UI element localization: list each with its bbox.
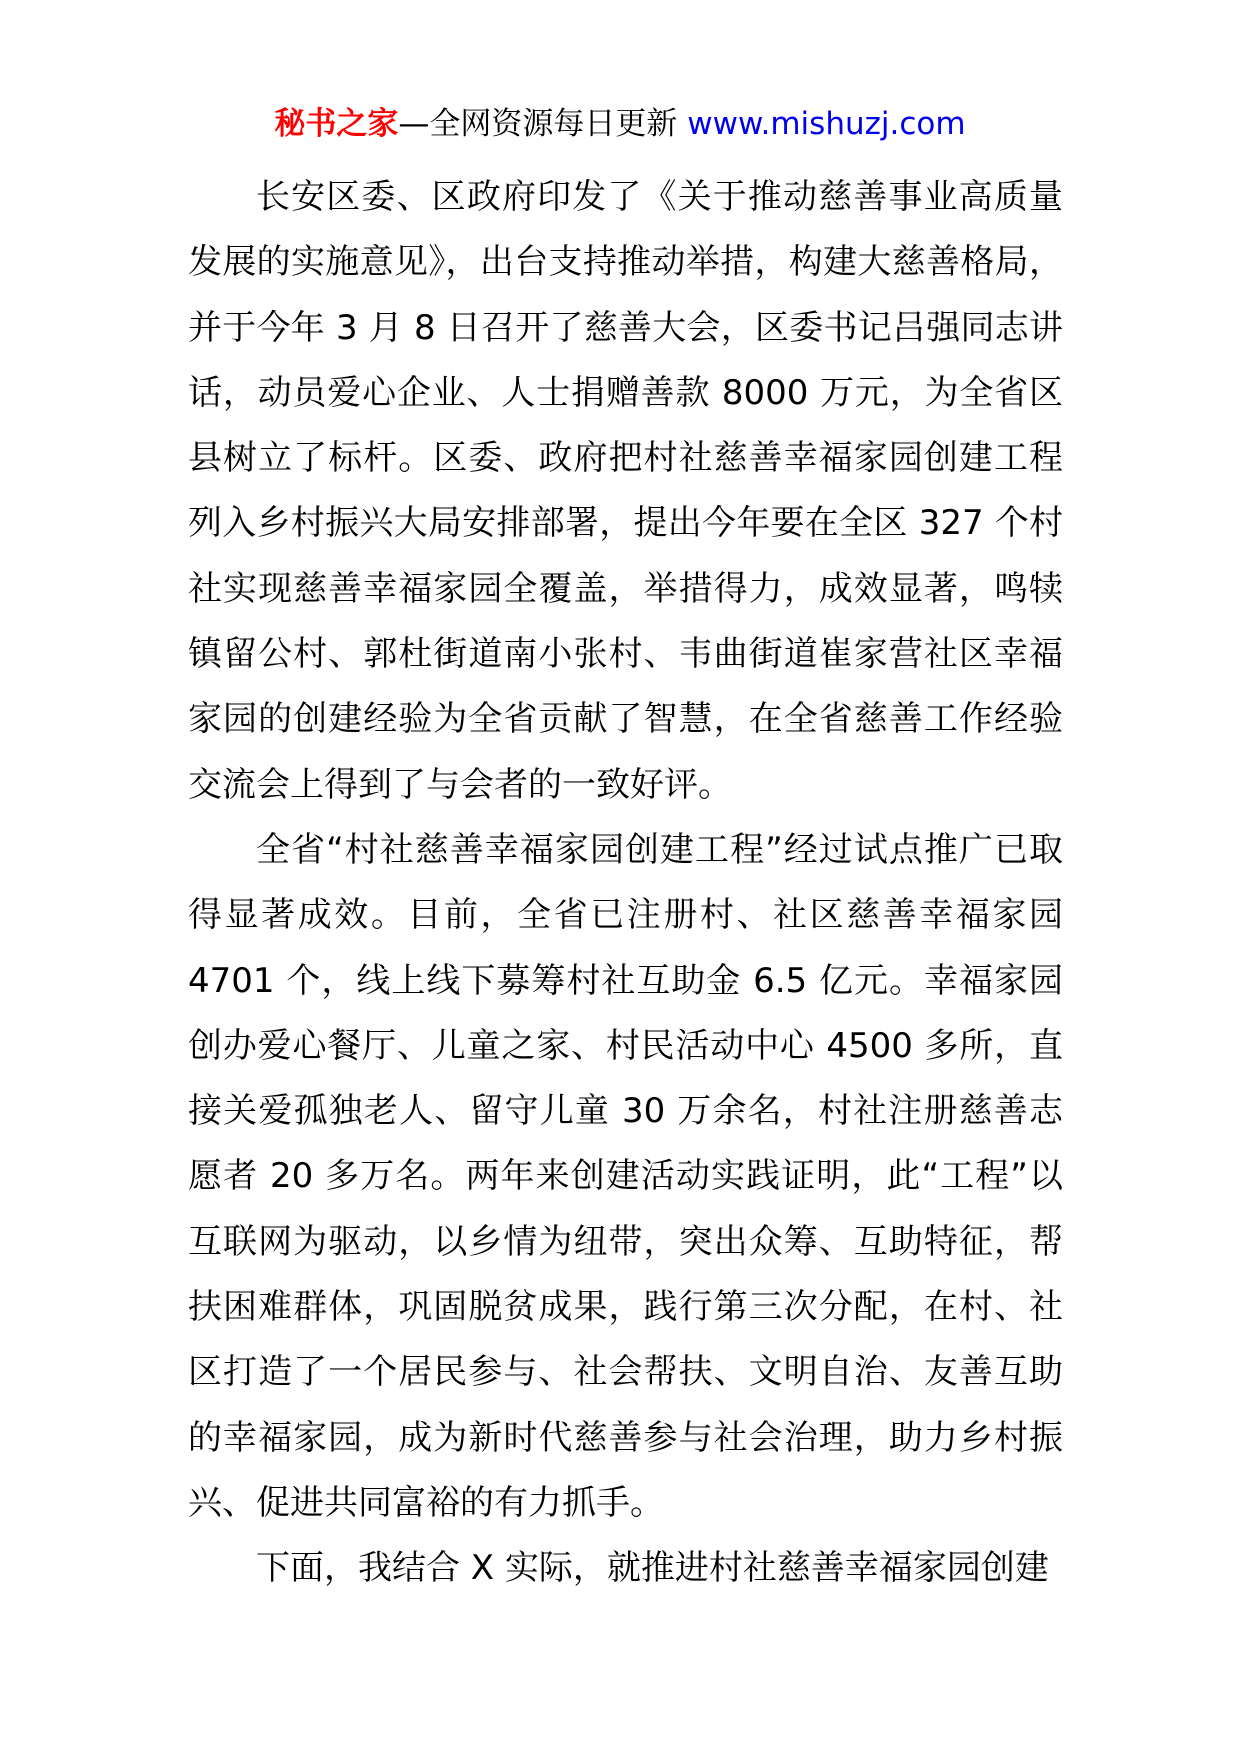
site-url-link[interactable]: www.mishuzj.com	[687, 106, 966, 142]
paragraph-1: 长安区委、区政府印发了《关于推动慈善事业高质量发展的实施意见》，出台支持推动举措，构建大慈善格局，并于今年 3 月 8 日召开了慈善大会，区委书记吕强同志讲话，动员爱心企业、人士捐赠善款 8000 万元，为全省区县树立了标杆。区委、政府把村社慈善幸福家园创建工程列入乡村振兴大局安排部署，提出今年要在全区 327 个村社实现慈善幸福家园全覆盖，举措得力，成效显著，鸣犊镇留公村、郭杜街道南小张村、韦曲街道崔家营社区幸福家园的创建经验为全省贡献了智慧，在全省慈善工作经验交流会上得到了与会者的一致好评。	[188, 177, 1063, 805]
site-brand: 秘书之家	[274, 106, 399, 142]
document-body	[188, 165, 1063, 1602]
paragraph-2: 全省“村社慈善幸福家园创建工程”经过试点推广已取得显著成效。目前，全省已注册村、社区慈善幸福家园 4701 个，线上线下募筹村社互助金 6.5 亿元。幸福家园创办爱心餐厅、儿童之家、村民活动中心 4500 多所，直接关爱孤独老人、留守儿童 30 万余名，村社注册慈善志愿者 20 多万名。两年来创建活动实践证明，此“工程”以互联网为驱动，以乡情为纽带，突出众筹、互助特征，帮扶困难群体，巩固脱贫成果，践行第三次分配，在村、社区打造了一个居民参与、社会帮扶、文明自治、友善互助的幸福家园，成为新时代慈善参与社会治理，助力乡村振兴、促进共同富裕的有力抓手。	[188, 829, 1063, 1523]
paragraph-3: 下面，我结合 X 实际，就推进村社慈善幸福家园创建	[256, 1548, 1049, 1589]
site-header	[0, 100, 1240, 148]
site-tagline: —全网资源每日更新	[398, 106, 688, 142]
